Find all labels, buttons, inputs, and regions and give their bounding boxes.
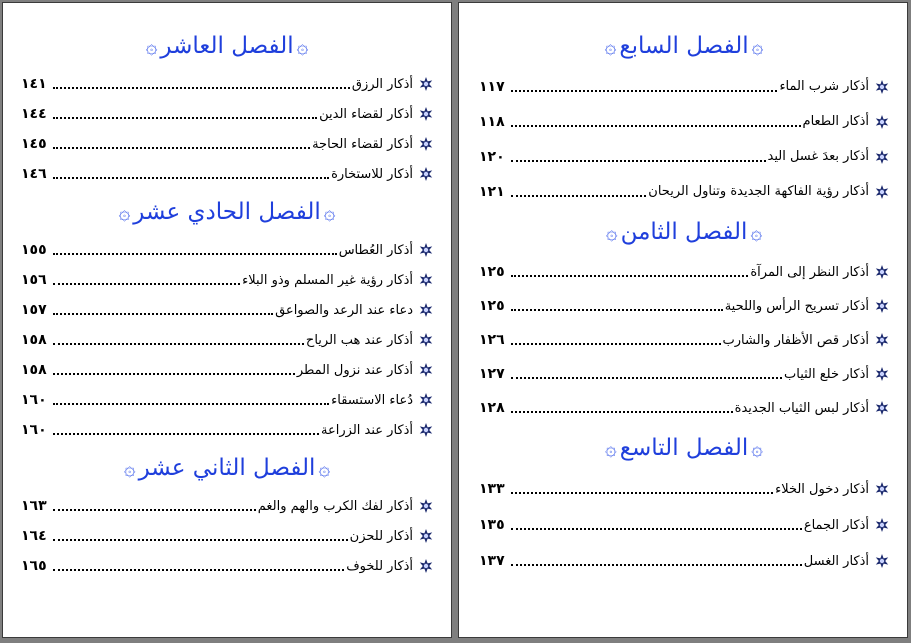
leader-dots	[511, 275, 748, 277]
toc-entry[interactable]	[21, 159, 433, 189]
leader-dots	[53, 569, 344, 571]
leader-dots	[53, 117, 317, 119]
entry-label: أذكار خلع الثياب	[784, 366, 869, 382]
entry-page-number: ١٤٤	[21, 106, 47, 122]
section-title: الفصل العاشر	[160, 33, 294, 59]
entry-page-number: ١٣٧	[479, 553, 505, 569]
entry-label: أذكار تسريح الرأس واللحية	[724, 298, 869, 314]
entry-page-number: ١٢٥	[479, 298, 505, 314]
ornament-close-icon: ۞	[605, 220, 618, 244]
entry-label: أذكار قص الأظفار والشارب	[722, 332, 869, 348]
entry-page-number: ١٥٨	[21, 332, 47, 348]
leader-dots	[53, 313, 273, 315]
toc-entry[interactable]	[479, 289, 889, 323]
toc-entry[interactable]	[479, 139, 889, 174]
toc-entry[interactable]	[479, 507, 889, 543]
ornament-open-icon: ۞	[751, 34, 764, 58]
ornament-close-icon: ۞	[123, 456, 136, 480]
toc-entry[interactable]	[21, 99, 433, 129]
toc-section	[21, 23, 433, 189]
star-bullet-icon	[875, 150, 889, 164]
section-heading	[21, 445, 433, 491]
star-bullet-icon	[875, 115, 889, 129]
star-bullet-icon	[419, 559, 433, 573]
leader-dots	[53, 433, 319, 435]
entry-label: أذكار الطعام	[802, 114, 869, 129]
section-heading	[479, 425, 889, 471]
entry-label: أذكار لقضاء الحاجة	[312, 136, 413, 152]
entry-page-number: ١٤٦	[21, 166, 47, 182]
leader-dots	[53, 509, 256, 511]
leader-dots	[53, 253, 337, 255]
leader-dots	[511, 195, 646, 197]
entry-label: أذكار لقضاء الدين	[319, 106, 413, 122]
toc-entry[interactable]	[479, 543, 889, 579]
ornament-open-icon: ۞	[751, 436, 764, 460]
toc-entry[interactable]	[479, 391, 889, 425]
leader-dots	[511, 343, 721, 345]
toc-section	[21, 445, 433, 581]
toc-entry[interactable]	[21, 235, 433, 265]
entry-page-number: ١٦٠	[21, 392, 47, 408]
toc-page-right	[458, 2, 908, 638]
leader-dots	[53, 403, 329, 405]
star-bullet-icon	[419, 243, 433, 257]
ornament-close-icon: ۞	[118, 200, 131, 224]
entry-page-number: ١٣٥	[479, 517, 505, 533]
entry-page-number: ١٢٨	[479, 400, 505, 416]
entry-page-number: ١٢٥	[479, 264, 505, 280]
leader-dots	[53, 87, 350, 89]
entry-label: أذكار رؤية الفاكهة الجديدة وتناول الريحان	[648, 184, 869, 199]
toc-entry[interactable]	[479, 174, 889, 209]
leader-dots	[511, 492, 773, 494]
star-bullet-icon	[419, 529, 433, 543]
entry-label: أذكار عند الزراعة	[321, 422, 413, 438]
leader-dots	[511, 528, 802, 530]
star-bullet-icon	[875, 80, 889, 94]
entry-label: أذكار لفك الكرب والهم والغم	[257, 498, 413, 514]
entry-page-number: ١١٨	[479, 113, 505, 130]
entry-page-number: ١٦٠	[21, 422, 47, 438]
entry-page-number: ١٦٣	[21, 498, 47, 514]
leader-dots	[53, 283, 240, 285]
entry-page-number: ١٢٦	[479, 332, 505, 348]
ornament-open-icon: ۞	[323, 200, 336, 224]
entry-label: أذكار الغسل	[803, 553, 869, 569]
entry-label: أذكار للاستخارة	[331, 166, 413, 182]
entry-label: أذكار دخول الخلاء	[775, 481, 869, 497]
ornament-open-icon: ۞	[296, 34, 309, 58]
section-heading	[21, 189, 433, 235]
toc-section	[479, 425, 889, 579]
star-bullet-icon	[419, 363, 433, 377]
star-bullet-icon	[419, 167, 433, 181]
toc-entry[interactable]	[21, 355, 433, 385]
toc-column	[479, 23, 889, 579]
entry-label: أذكار الرزق	[351, 76, 413, 92]
entry-page-number: ١٥٦	[21, 272, 47, 288]
star-bullet-icon	[419, 273, 433, 287]
toc-entry[interactable]	[479, 69, 889, 104]
entry-page-number: ١٥٧	[21, 302, 47, 318]
entry-label: دعاء عند الرعد والصواعق	[275, 302, 413, 318]
star-bullet-icon	[419, 77, 433, 91]
toc-entry[interactable]	[479, 104, 889, 139]
entry-page-number: ١٢٠	[479, 148, 505, 165]
leader-dots	[511, 564, 802, 566]
leader-dots	[511, 309, 723, 311]
leader-dots	[511, 411, 733, 413]
toc-entry[interactable]	[479, 357, 889, 391]
leader-dots	[511, 377, 782, 379]
star-bullet-icon	[875, 401, 889, 415]
toc-section	[479, 209, 889, 425]
entry-label: أذكار عند نزول المطر	[296, 362, 413, 378]
entry-page-number: ١٥٨	[21, 362, 47, 378]
section-title: الفصل السابع	[619, 33, 749, 59]
entry-label: أذكار بعدَ غسل اليد	[767, 149, 869, 164]
entry-label: أذكار للحزن	[349, 528, 413, 544]
leader-dots	[511, 160, 766, 162]
star-bullet-icon	[419, 393, 433, 407]
section-heading	[479, 209, 889, 255]
star-bullet-icon	[875, 185, 889, 199]
toc-entry[interactable]	[21, 551, 433, 581]
section-title: الفصل الثامن	[620, 219, 748, 245]
entry-label: دُعاء الاستسقاء	[331, 392, 413, 408]
star-bullet-icon	[419, 499, 433, 513]
entry-label: أذكار عند هب الرياح	[305, 332, 413, 348]
star-bullet-icon	[419, 333, 433, 347]
star-bullet-icon	[419, 423, 433, 437]
star-bullet-icon	[875, 367, 889, 381]
entry-page-number: ١٢١	[479, 183, 505, 200]
section-title: الفصل الثاني عشر	[138, 455, 316, 481]
toc-entry[interactable]	[21, 415, 433, 445]
star-bullet-icon	[875, 554, 889, 568]
ornament-close-icon: ۞	[605, 436, 617, 460]
star-bullet-icon	[875, 518, 889, 532]
toc-entry[interactable]	[479, 255, 889, 289]
entry-page-number: ١٦٤	[21, 528, 47, 544]
toc-entry[interactable]	[21, 265, 433, 295]
ornament-open-icon: ۞	[750, 220, 763, 244]
toc-entry[interactable]	[21, 325, 433, 355]
toc-entry[interactable]	[21, 69, 433, 99]
leader-dots	[53, 343, 304, 345]
toc-entry[interactable]	[21, 129, 433, 159]
leader-dots	[53, 147, 310, 149]
toc-column	[21, 23, 433, 581]
toc-entry[interactable]	[479, 323, 889, 357]
toc-page-left	[2, 2, 452, 638]
entry-page-number: ١٤٥	[21, 136, 47, 152]
entry-label: أذكار رؤية غير المسلم وذو البلاء	[242, 272, 413, 288]
entry-page-number: ١٤١	[21, 76, 47, 92]
toc-entry[interactable]	[21, 385, 433, 415]
star-bullet-icon	[875, 299, 889, 313]
entry-label: أذكار العُطاس	[338, 242, 413, 258]
star-bullet-icon	[875, 265, 889, 279]
entry-label: أذكار شرب الماء	[779, 79, 869, 94]
section-title: الفصل التاسع	[619, 435, 749, 461]
toc-section	[479, 23, 889, 209]
star-bullet-icon	[419, 303, 433, 317]
ornament-close-icon: ۞	[145, 34, 158, 58]
toc-entry[interactable]	[479, 471, 889, 507]
section-heading	[479, 23, 889, 69]
ornament-close-icon: ۞	[604, 34, 617, 58]
entry-label: أذكار الجماع	[803, 517, 869, 533]
toc-section	[21, 189, 433, 445]
section-heading	[21, 23, 433, 69]
leader-dots	[53, 177, 329, 179]
entry-page-number: ١٦٥	[21, 558, 47, 574]
star-bullet-icon	[419, 107, 433, 121]
toc-entry[interactable]	[21, 295, 433, 325]
entry-label: أذكار لبس الثياب الجديدة	[734, 400, 869, 416]
leader-dots	[53, 373, 295, 375]
toc-entry[interactable]	[21, 491, 433, 521]
entry-label: أذكار النظر إلى المرآة	[750, 264, 869, 280]
leader-dots	[511, 125, 801, 127]
entry-page-number: ١٥٥	[21, 242, 47, 258]
entry-page-number: ١١٧	[479, 78, 505, 95]
toc-entry[interactable]	[21, 521, 433, 551]
section-title: الفصل الحادي عشر	[133, 199, 321, 225]
entry-page-number: ١٢٧	[479, 366, 505, 382]
star-bullet-icon	[875, 333, 889, 347]
entry-page-number: ١٣٣	[479, 481, 505, 497]
star-bullet-icon	[875, 482, 889, 496]
entry-label: أذكار للخوف	[346, 558, 413, 574]
leader-dots	[53, 539, 348, 541]
ornament-open-icon: ۞	[318, 456, 331, 480]
leader-dots	[511, 90, 777, 92]
star-bullet-icon	[419, 137, 433, 151]
